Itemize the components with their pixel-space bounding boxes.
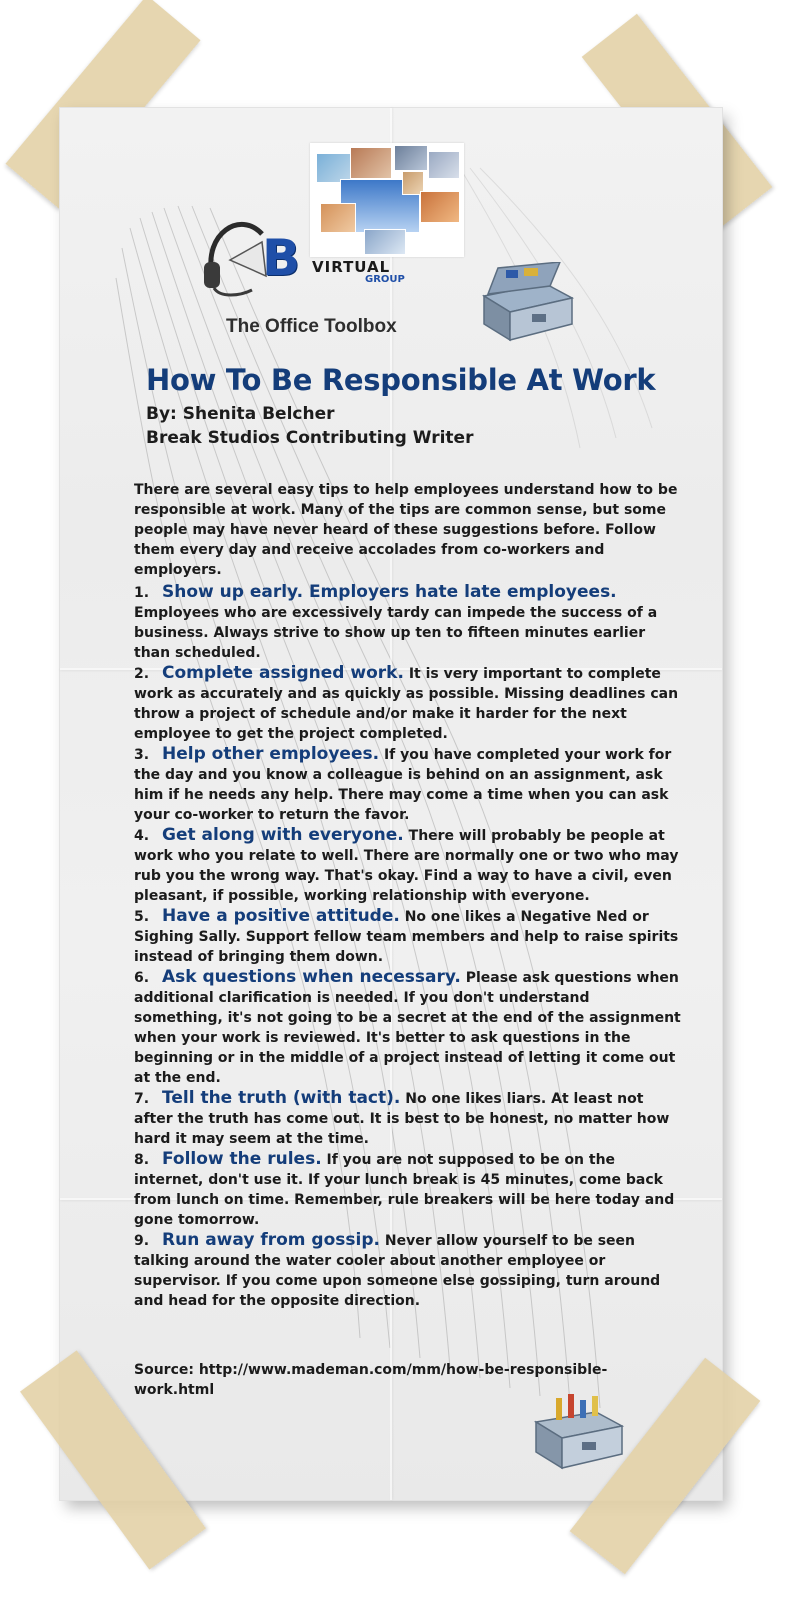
tip-number: 9.	[134, 1233, 150, 1249]
tip-text: Employees who are excessively tardy can impede the success of a business. Always strive to show up ten to fifteen minutes earlier than scheduled.	[134, 605, 658, 661]
tip-item	[134, 967, 682, 1088]
tip-text: There will probably be people at work who you relate to well. There are normally one or two who may rub you the wrong way. That's okay. Find a way to have a civil, even pleasant, if possible, working relationship with everyone.	[134, 828, 679, 904]
page-title: How To Be Responsible At Work	[146, 363, 656, 397]
section-name: The Office Toolbox	[226, 316, 397, 337]
toolbox-icon	[476, 262, 576, 342]
tip-heading: Have a positive attitude.	[162, 906, 400, 926]
tip-text: No one likes liars. At least not after the truth has come out. It is best to be honest, no matter how hard it may seem at the time.	[134, 1091, 670, 1147]
tip-item	[134, 744, 682, 825]
tip-text: If you are not supposed to be on the internet, don't use it. If your lunch break is 45 minutes, come back from lunch on time. Remember, rule breakers will be here today and gone tomorrow.	[134, 1152, 675, 1228]
tip-heading: Run away from gossip.	[162, 1230, 380, 1250]
tip-heading: Help other employees.	[162, 744, 380, 764]
tip-number: 6.	[134, 970, 150, 986]
tip-heading: Get along with everyone.	[162, 825, 404, 845]
logo-virtual: VIRTUAL	[312, 258, 391, 276]
tip-number: 1.	[134, 585, 150, 601]
source-link[interactable]: Source: http://www.mademan.com/mm/how-be-responsible-work.html	[134, 1362, 608, 1398]
tip-item	[134, 906, 682, 967]
author-role: Break Studios Contributing Writer	[146, 428, 474, 448]
tip-heading: Complete assigned work.	[162, 663, 404, 683]
tip-text: Please ask questions when additional clarification is needed. If you don't understand something, it's not going to be a secret at the end of the assignment when your work is reviewed. It's better to ask questions in the beginning or in the middle of a project instead of letting it come out at the end.	[134, 970, 681, 1086]
logo-letter: B	[262, 229, 300, 287]
tip-heading: Follow the rules.	[162, 1149, 322, 1169]
tip-text: No one likes a Negative Ned or Sighing Sally. Support fellow team members and help to raise spirits instead of bringing them down.	[134, 909, 679, 965]
tip-item	[134, 825, 682, 906]
tip-heading: Tell the truth (with tact).	[162, 1088, 401, 1108]
tip-text: It is very important to complete work as accurately and as quickly as possible. Missing deadlines can throw a project of schedule and/or make it harder for the next employee to get the project completed.	[134, 666, 679, 742]
tip-item	[134, 1088, 682, 1149]
tip-number: 7.	[134, 1091, 150, 1107]
tip-heading: Ask questions when necessary.	[162, 967, 461, 987]
tip-text: If you have completed your work for the day and you know a colleague is behind on an assignment, ask him if he needs any help. There may come a time when you can ask your co-worker to return the favor.	[134, 747, 672, 823]
tip-item	[134, 1149, 682, 1230]
tip-number: 5.	[134, 909, 150, 925]
tip-text: Never allow yourself to be seen talking around the water cooler about another employee or supervisor. If you come upon someone else gossiping, turn around and head for the opposite direction.	[134, 1233, 661, 1309]
article-body	[134, 480, 682, 1311]
logo-group: GROUP	[365, 274, 405, 285]
intro-paragraph: There are several easy tips to help employees understand how to be responsible at work. Many of the tips are common sense, but some people may have never heard of these suggestions before. Follow them every day and receive accolades from co-workers and employers.	[134, 482, 678, 578]
tip-heading: Show up early. Employers hate late employees.	[162, 582, 617, 602]
tip-item	[134, 1230, 682, 1311]
tip-number: 4.	[134, 828, 150, 844]
tip-number: 2.	[134, 666, 150, 682]
author-name: By: Shenita Belcher	[146, 404, 335, 424]
tip-item	[134, 582, 682, 663]
photo-collage	[310, 143, 464, 257]
toolbox-icon	[526, 1392, 626, 1472]
tip-number: 8.	[134, 1152, 150, 1168]
tip-item	[134, 663, 682, 744]
tip-number: 3.	[134, 747, 150, 763]
byline-block	[146, 402, 473, 450]
